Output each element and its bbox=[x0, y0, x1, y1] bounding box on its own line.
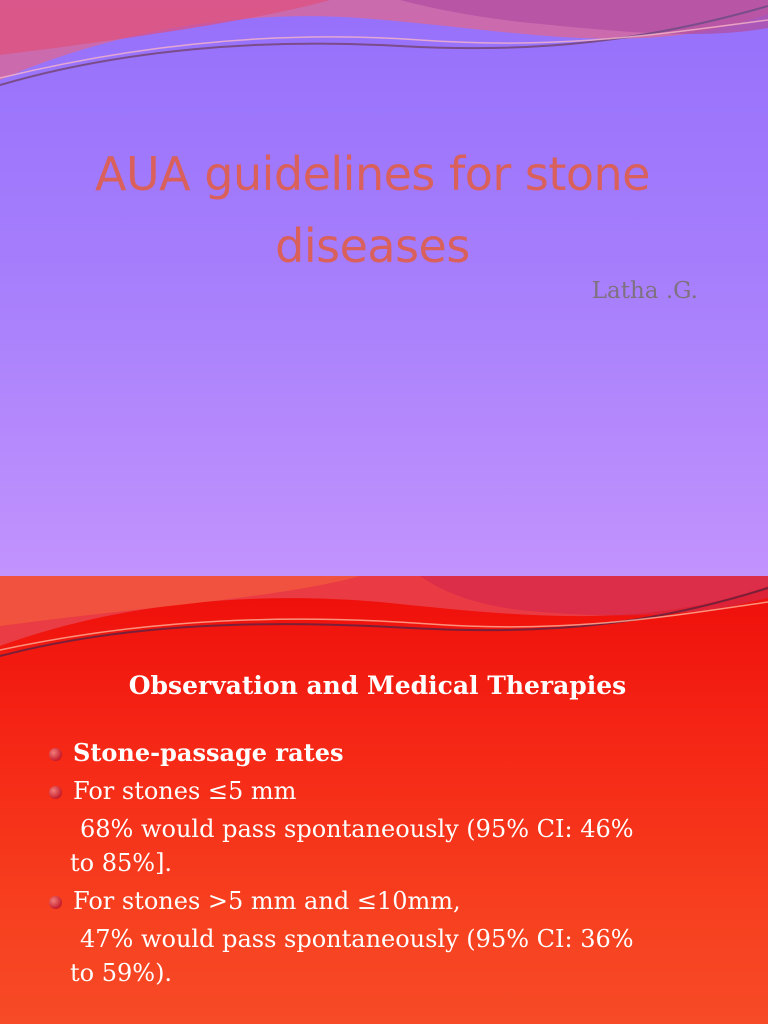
bullet-text: For stones ≤5 mm bbox=[73, 777, 297, 805]
bullet-item bbox=[46, 884, 746, 918]
bullet-detail bbox=[46, 922, 746, 990]
header-wave-decoration bbox=[0, 576, 768, 666]
bullet-text: For stones >5 mm and ≤10mm, bbox=[73, 887, 461, 915]
content-slide bbox=[0, 576, 768, 1024]
bullet-detail-line: 68% would pass spontaneously (95% CI: 46% bbox=[80, 815, 634, 843]
bullet-dot-icon bbox=[49, 786, 62, 799]
slide-heading: Observation and Medical Therapies bbox=[128, 671, 627, 700]
bullet-detail-line: to 59%). bbox=[70, 959, 173, 987]
slide-title: AUA guidelines for stone diseases bbox=[95, 147, 650, 273]
bullet-detail bbox=[46, 812, 746, 880]
bullet-dot-icon bbox=[49, 748, 62, 761]
bullet-text: Stone-passage rates bbox=[73, 738, 344, 767]
bullet-dot-icon bbox=[49, 896, 62, 909]
bullet-list bbox=[46, 736, 746, 990]
bullet-item bbox=[46, 736, 746, 770]
header-wave-decoration bbox=[0, 0, 768, 110]
bullet-item bbox=[46, 774, 746, 808]
author-name: Latha .G. bbox=[591, 278, 698, 304]
bullet-detail-line: to 85%]. bbox=[70, 849, 173, 877]
bullet-detail-line: 47% would pass spontaneously (95% CI: 36% bbox=[80, 925, 634, 953]
